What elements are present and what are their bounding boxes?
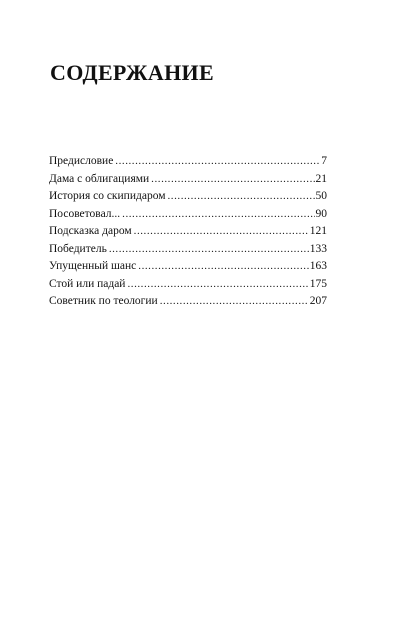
dot-leader [122, 206, 314, 224]
toc-entry-title: Победитель [49, 242, 107, 255]
toc-entry-title: Стой или падай [49, 277, 126, 290]
page-title: СОДЕРЖАНИЕ [50, 60, 214, 85]
toc-entry-page: 133 [309, 242, 327, 255]
dot-leader [168, 188, 315, 206]
toc-entry [49, 153, 327, 171]
toc-entry [49, 293, 327, 311]
toc-entry-title: Дама с облигациями [49, 172, 150, 185]
toc-entry [49, 258, 327, 276]
toc-entry-page: 175 [309, 277, 327, 290]
toc-entry-title: Предисловие [49, 155, 114, 167]
toc-entry-page: 21 [315, 172, 327, 185]
toc-entry [49, 223, 327, 241]
toc-entry [49, 188, 327, 206]
toc-entry-title: Посоветовал... [49, 207, 121, 220]
toc-entry [49, 171, 327, 189]
toc-entry-page: 121 [309, 225, 327, 237]
toc-entry-page: 90 [315, 207, 327, 220]
dot-leader [160, 293, 309, 311]
toc-entry-title: Советник по теологии [49, 295, 158, 307]
toc-entry [49, 206, 327, 224]
dot-leader [115, 153, 320, 171]
toc-entry [49, 241, 327, 259]
dot-leader [134, 223, 309, 241]
dot-leader [138, 258, 308, 276]
dot-leader [109, 241, 309, 259]
toc-entry-title: Упущенный шанс [49, 260, 137, 272]
toc-entry-title: Подсказка даром [49, 225, 132, 237]
toc-entry-page: 7 [321, 155, 327, 167]
toc-entry [49, 276, 327, 294]
toc-entry-page: 50 [315, 190, 327, 202]
toc-entry-title: История со скипидаром [49, 190, 166, 202]
dot-leader [151, 171, 314, 189]
toc-entry-page: 163 [309, 260, 327, 272]
dot-leader [127, 276, 308, 294]
table-of-contents [49, 153, 327, 311]
toc-entry-page: 207 [309, 295, 327, 307]
